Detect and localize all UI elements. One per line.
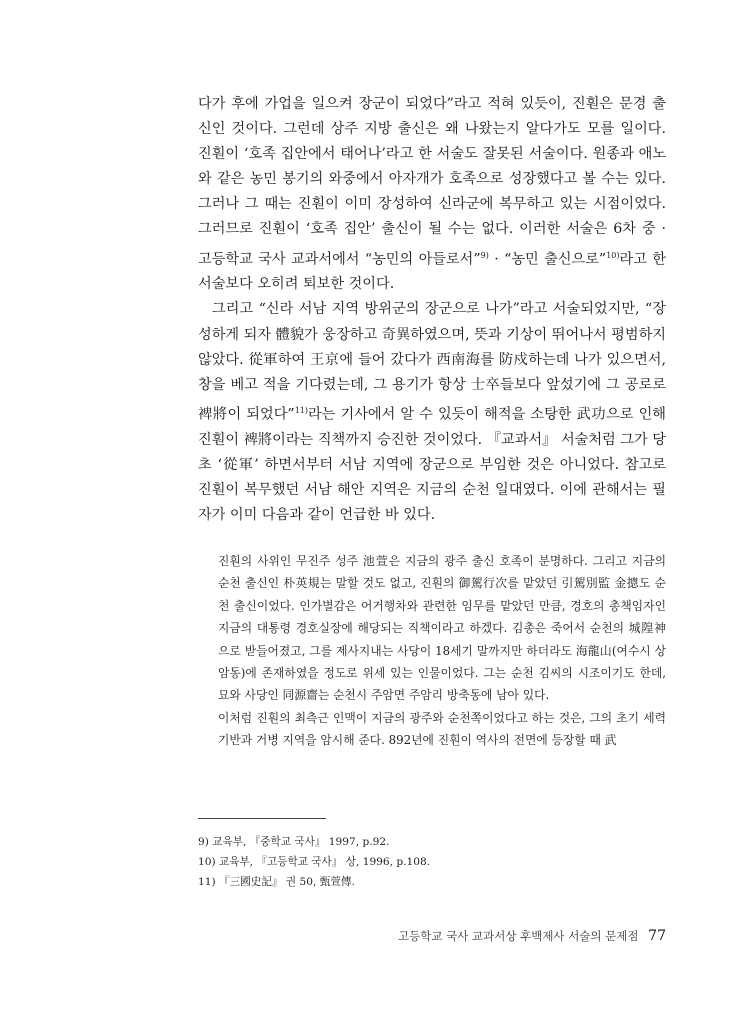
quote-paragraph-2: 이처럼 진훤의 최측근 인맥이 지금의 광주와 순천쪽이었다고 하는 것은, 그의 초기 세력 기반과 거병 지역을 암시해 준다. 892년에 진훤이 역사의 전면에 등장할 때 武 bbox=[218, 710, 666, 748]
body-paragraph-1 bbox=[198, 92, 666, 297]
body-paragraph-2b-text: 라는 기사에서 알 수 있듯이 해적을 소탕한 武功으로 인해 진훤이 裨將이라는 직책까지 승진한 것이었다. 『교과서』 서술처럼 그가 당초 ‘從軍’ 하면서부터 서남 지역에 장군으로 부임한 것은 아니었다. 참고로 진훤이 복무했던 서남 해안 지역은 지금의 순천 일대였다. 이에 관해서는 필자가 이미 다음과 같이 언급한 바 있다. bbox=[198, 406, 666, 523]
running-title: 고등학교 국사 교과서상 후백제사 서술의 문제점 bbox=[398, 929, 639, 943]
block-quote bbox=[218, 550, 666, 752]
body-paragraph-1-text: 다가 후에 가업을 일으켜 장군이 되었다”라고 적혀 있듯이, 진훤은 문경 출신인 것이다. 그런데 상주 지방 출신은 왜 나왔는지 알다가도 모를 일이다. 진훤이 ‘호족 집안에서 태어나’라고 한 서술도 잘못된 서술이다. 원종과 애노와 같은 농민 봉기의 와중에서 아자개가 호족으로 성장했다고 볼 수는 있다. 그러나 그 때는 진훤이 이미 장성하여 신라군에 복무하고 있는 시점이었다. 그러므로 진훤이 ‘호족 집안’ 출신이 될 수는 없다. 이러한 서술은 6차 중 · 고등학교 국사 교과서에서 “농민의 아들로서” bbox=[198, 96, 666, 268]
footnotes bbox=[198, 832, 658, 892]
body-paragraph-2 bbox=[198, 297, 666, 528]
body-paragraph-1c-text: 라고 한 서술보다 오히려 퇴보한 것이다. bbox=[198, 251, 666, 293]
footnote-10: 10) 교육부, 『고등학교 국사』 상, 1996, p.108. bbox=[198, 856, 431, 868]
footnote-divider bbox=[198, 818, 326, 819]
footnote-11: 11) 『三國史記』 권 50, 甄萱傳. bbox=[198, 876, 355, 888]
body-paragraph-2-text: 그리고 “신라 서남 지역 방위군의 장군으로 나가”라고 서술되었지만, “장성하게 되자 體貌가 웅장하고 奇異하였으며, 뜻과 기상이 뛰어나서 평범하지 않았다. 從軍하여 王京에 들어 갔다가 西南海를 防戍하는데 나가 있으면서, 창을 베고 적을 기다렸는데, 그 용기가 항상 士卒들보다 앞섰기에 그 공로로 裨將이 되었다” bbox=[198, 301, 666, 423]
footnote-ref-10[interactable]: 10) bbox=[606, 250, 620, 260]
body-paragraph-1b-text: · “농민 출신으로” bbox=[488, 251, 607, 268]
quote-paragraph-1: 진훤의 사위인 무진주 성주 池萱은 지금의 광주 출신 호족이 분명하다. 그리고 지금의 순천 출신인 朴英規는 말할 것도 없고, 진훤의 御駕行次를 맡았던 引駕別監 金摠도 순천 출신이었다. 인가별감은 어거행차와 관련한 임무를 맡았던 만큼, 경호의 총책임자인 지금의 대통령 경호실장에 해당되는 직책이라고 하겠다. 김총은 죽어서 순천의 城隍神으로 받들어졌고, 그를 제사지내는 사당이 18세기 말까지만 하더라도 海龍山(여수시 상암동)에 존재하였을 정도로 위세 있는 인물이었다. 그는 순천 김씨의 시조이기도 한데, 묘와 사당인 同源齋는 순천시 주암면 주암리 방축동에 남아 있다. bbox=[218, 554, 666, 703]
page-number: 77 bbox=[648, 928, 666, 944]
main-body-text bbox=[198, 92, 666, 528]
page-footer bbox=[360, 928, 666, 944]
footnote-9: 9) 교육부, 『중학교 국사』 1997, p.92. bbox=[198, 836, 390, 848]
footnote-ref-11[interactable]: 11) bbox=[294, 405, 308, 415]
footnote-ref-9[interactable]: 9) bbox=[480, 250, 489, 260]
